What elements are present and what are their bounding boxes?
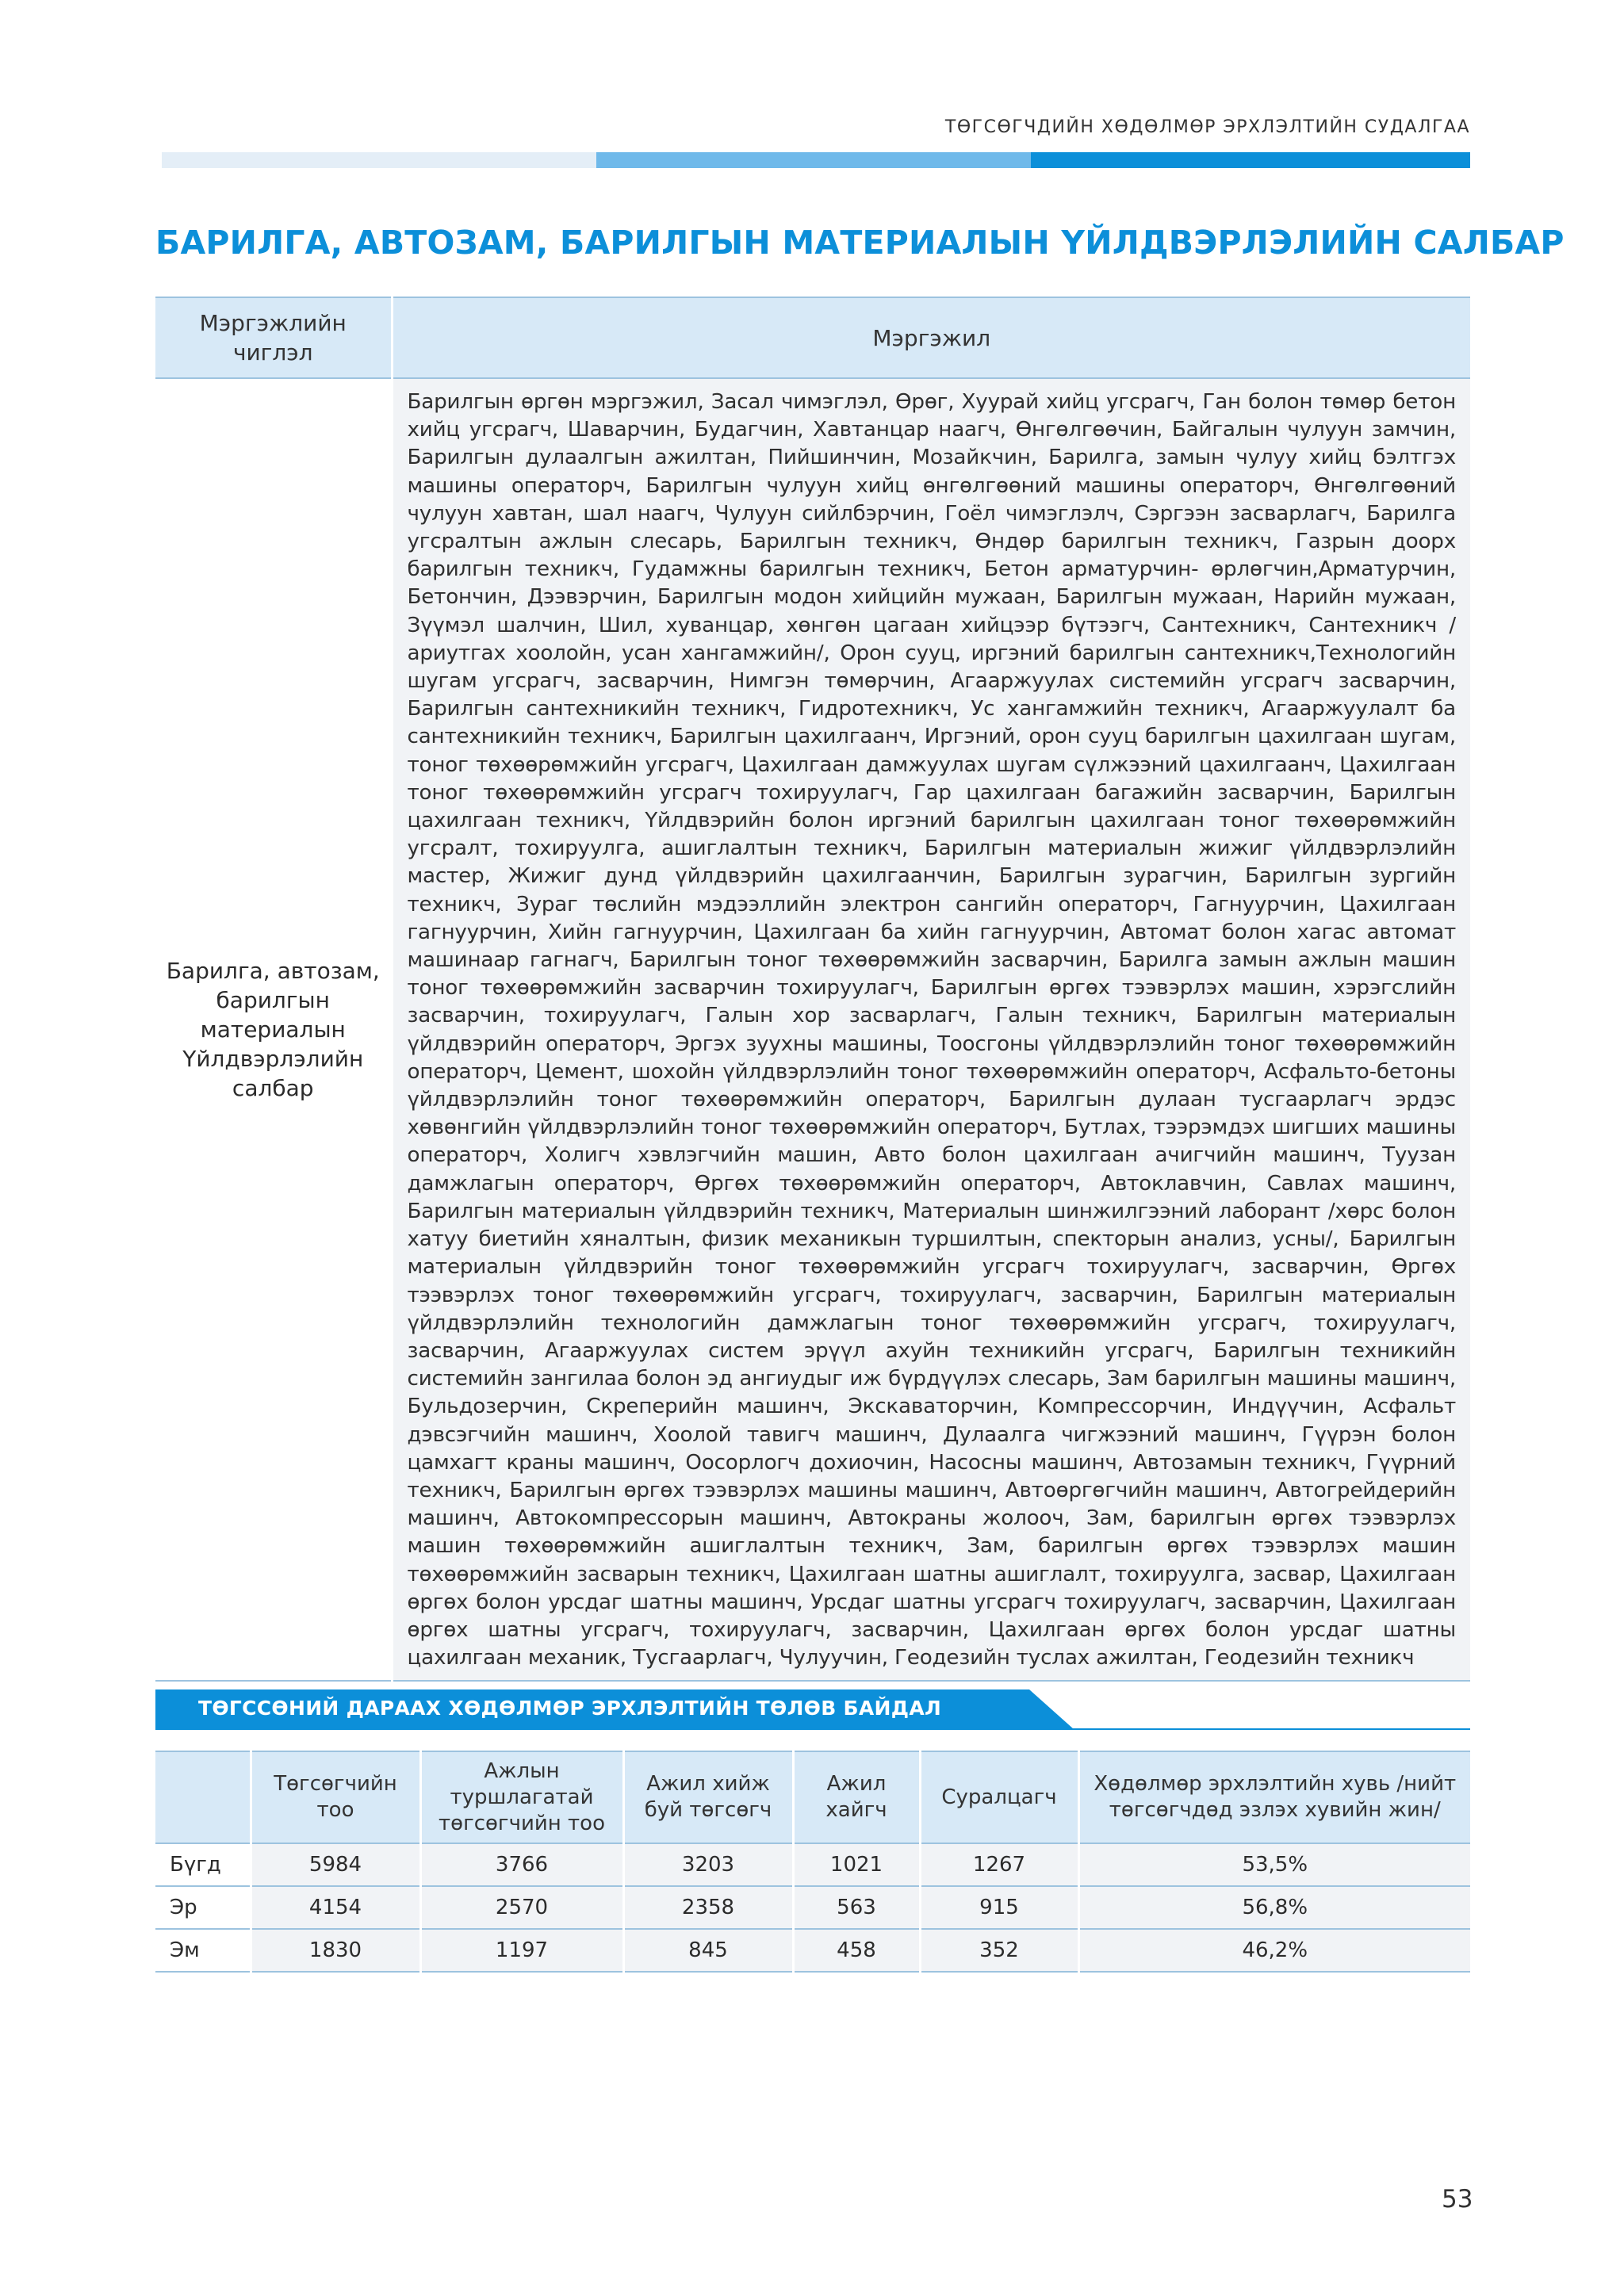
cell-job-seekers: 563 (793, 1886, 920, 1929)
header-bar-mid (596, 152, 1031, 168)
cell-employed: 845 (623, 1929, 793, 1972)
cell-experienced: 2570 (420, 1886, 623, 1929)
cell-employed: 2358 (623, 1886, 793, 1929)
cell-students: 1267 (920, 1843, 1078, 1886)
section-heading: ТӨГССӨНИЙ ДАРААХ ХӨДӨЛМӨР ЭРХЛЭЛТИЙН ТӨЛӨВ БАЙДАЛ (198, 1697, 942, 1720)
cell-graduates: 1830 (251, 1929, 420, 1972)
cell-graduates: 5984 (251, 1843, 420, 1886)
majors-table-header-row (155, 297, 1470, 378)
col-header-job-seekers: Ажил хайгч (793, 1751, 920, 1843)
running-header: ТӨГСӨГЧДИЙН ХӨДӨЛМӨР ЭРХЛЭЛТИЙН СУДАЛГАА (944, 117, 1470, 137)
header-bar-dark (1031, 152, 1470, 168)
cell-job-seekers: 1021 (793, 1843, 920, 1886)
page-title: БАРИЛГА, АВТОЗАМ, БАРИЛГЫН МАТЕРИАЛЫН ҮЙЛДВЭРЛЭЛИЙН САЛБАР (155, 224, 1565, 262)
col-header-employment-rate: Хөдөлмөр эрхлэлтийн хувь /нийт төгсөгчдөд эзлэх хувийн жин/ (1078, 1751, 1470, 1843)
majors-table (155, 297, 1470, 1682)
cell-job-seekers: 458 (793, 1929, 920, 1972)
section-underline (155, 1728, 1470, 1730)
employment-table-header-row (155, 1751, 1470, 1843)
col-header-blank (155, 1751, 251, 1843)
cell-employment-rate: 53,5% (1078, 1843, 1470, 1886)
col-header-students: Суралцагч (920, 1751, 1078, 1843)
col-header-experienced: Ажлын туршлагатай төгсөгчийн тоо (420, 1751, 623, 1843)
cell-employment-rate: 46,2% (1078, 1929, 1470, 1972)
row-label: Бүгд (155, 1843, 251, 1886)
cell-employment-rate: 56,8% (1078, 1886, 1470, 1929)
employment-table (155, 1751, 1470, 1973)
col-header-graduates: Төгсөгчийн тоо (251, 1751, 420, 1843)
table-row (155, 1929, 1470, 1972)
cell-experienced: 1197 (420, 1929, 623, 1972)
row-label: Эр (155, 1886, 251, 1929)
col-header-employed: Ажил хийж буй төгсөгч (623, 1751, 793, 1843)
cell-experienced: 3766 (420, 1843, 623, 1886)
header-bar-light (162, 152, 596, 168)
col-header-direction: Мэргэжлийн чиглэл (155, 297, 392, 378)
col-header-major: Мэргэжил (392, 297, 1470, 378)
direction-cell: Барилга, автозам, барилгын материалын Үйлдвэрлэлийн салбар (155, 378, 392, 1681)
table-row (155, 1843, 1470, 1886)
cell-graduates: 4154 (251, 1886, 420, 1929)
cell-employed: 3203 (623, 1843, 793, 1886)
majors-table-row (155, 378, 1470, 1681)
cell-students: 352 (920, 1929, 1078, 1972)
row-label: Эм (155, 1929, 251, 1972)
majors-list-cell: Барилгын өргөн мэргэжил, Засал чимэглэл, Өрөг, Хуурай хийц угсрагч, Ган болон төмөр бетон хийц угсрагч, Шаварчин, Будагчин, Хавтанцар наагч, Өнгөлгөөчин, Байгалын чулуун замчин, Барилгын дулаалгын ажилтан, Пийшинчин, Мозайкчин, Барилга, замын чулуу хийц бэлтгэх машины операторч, Барилгын чулуун хийц өнгөлгөөний машины операторч, Өнгөлгөөний чулуун хавтан, шал наагч, Чулуун сийлбэрчин, Гоёл чимэглэлч, Сэргээн засварлагч, Барилга угсралтын ажлын слесарь, Барилгын техникч, Өндөр барилгын техникч, Газрын доорх барилгын техникч, Гудамжны барилгын техникч, Бетон арматурчин- өрлөгчин,Арматурчин, Бетончин, Дээвэрчин, Барилгын модон хийцийн мужаан, Барилгын мужаан, Нарийн мужаан, Зүүмэл шалчин, Шил, хуванцар, хөнгөн цагаан хийцээр бүтээгч, Сантехникч, Сантехникч /ариутгах хоолойн, усан хангамжийн/, Орон сууц, иргэний барилгын сантехникч,Технологийн шугам угсрагч, засварчин, Нимгэн төмөрчин, Агааржуулах системийн угсрагч засварчин, Барилгын сантехникийн техникч, Гидротехникч, Ус хангамжийн техникч, Агааржуулалт ба сантехникийн техникч, Барилгын цахилгаанч, Иргэний, орон сууц барилгын цахилгаан шугам, тоног төхөөрөмжийн угсрагч, Цахилгаан дамжуулах шугам сүлжээний цахилгаанч, Цахилгаан тоног төхөөрөмжийн угсрагч тохируулагч, Гар цахилгаан багажийн засварчин, Барилгын цахилгаан техникч, Үйлдвэрийн болон иргэний барилгын цахилгаан тоног төхөөрөмжийн угсралт, тохируулга, ашиглалтын техникч, Барилгын материалын жижиг үйлдвэрлэлийн мастер, Жижиг дунд үйлдвэрийн цахилгаанчин, Барилгын зурагчин, Барилгын зургийн техникч, Зураг төслийн мэдээллийн электрон сангийн операторч, Гагнуурчин, Цахилгаан гагнуурчин, Хийн гагнуурчин, Цахилгаан ба хийн гагнуурчин, Автомат болон хагас автомат машинаар гагнагч, Барилгын тоног төхөөрөмжийн засварчин, Барилга замын ажлын машин тоног төхөөрөмжийн засварчин тохируулагч, Барилгын өргөх тээвэрлэх машин, хэрэгслийн засварчин, тохируулагч, Галын хор засварлагч, Галын техникч, Барилгын материалын үйлдвэрийн операторч, Эргэх зуухны машины, Тоосгоны үйлдвэрлэлийн тоног төхөөрөмжийн операторч, Цемент, шохойн үйлдвэрлэлийн тоног төхөөрөмжийн операторч, Асфальто-бетоны үйлдвэрлэлийн тоног төхөөрөмжийн операторч, Барилгын дулаан тусгаарлагч эрдэс хөвөнгийн үйлдвэрлэлийн тоног төхөөрөмжийн операторч, Бутлах, тээрэмдэх шигших машины операторч, Холигч хэвлэгчийн машин, Авто болон цахилгаан ачигчийн машинч, Туузан дамжлагын операторч, Өргөх төхөөрөмжийн операторч, Автоклавчин, Савлах машинч, Барилгын материалын үйлдвэрийн техникч, Материалын шинжилгээний лаборант /хөрс болон хатуу биетийн хяналтын, физик механикын туршилтын, спекторын анализ, усны/, Барилгын материалын үйлдвэрийн тоног төхөөрөмжийн угсрагч тохируулагч, засварчин, Өргөх тээвэрлэх тоног төхөөрөмжийн угсрагч, тохируулагч, засварчин, Барилгын материалын үйлдвэрлэлийн технологийн дамжлагын тоног төхөөрөмжийн угсрагч, тохируулагч, засварчин, Агааржуулах систем эрүүл ахуйн техникийн угсрагч, Барилгын техникийн системийн зангилаа болон эд ангиудыг иж бүрдүүлэх слесарь, Зам барилгын машины машинч, Бульдозерчин, Скреперийн машинч, Экскаваторчин, Компрессорчин, Индүүчин, Асфальт дэвсэгчийн машинч, Хоолой тавигч машинч, Дулаалга чигжээний машинч, Гүүрэн болон цамхагт краны машинч, Оосорлогч дохиочин, Насосны машинч, Автозамын техникч, Гүүрний техникч, Барилгын өргөх тээвэрлэх машины машинч, Автоөргөгчийн машинч, Автогрейдерийн машинч, Автокомпрессорын машинч, Автокраны жолооч, Зам, барилгын өргөх тээвэрлэх машин төхөөрөмжийн ашиглалтын техникч, Зам, барилгын өргөх тээвэрлэх машин төхөөрөмжийн засварын техникч, Цахилгаан шатны ашиглалт, тохируулга, засвар, Цахилгаан өргөх болон урсдаг шатны машинч, Урсдаг шатны угсрагч тохируулагч, засварчин, Цахилгаан өргөх шатны угсрагч, тохируулагч, засварчин, Цахилгаан өргөх болон урсдаг шатны цахилгаан механик, Тусгаарлагч, Чулуучин, Геодезийн туслах ажилтан, Геодезийн техникч (392, 378, 1470, 1681)
page-number: 53 (1442, 2185, 1473, 2214)
table-row (155, 1886, 1470, 1929)
cell-students: 915 (920, 1886, 1078, 1929)
